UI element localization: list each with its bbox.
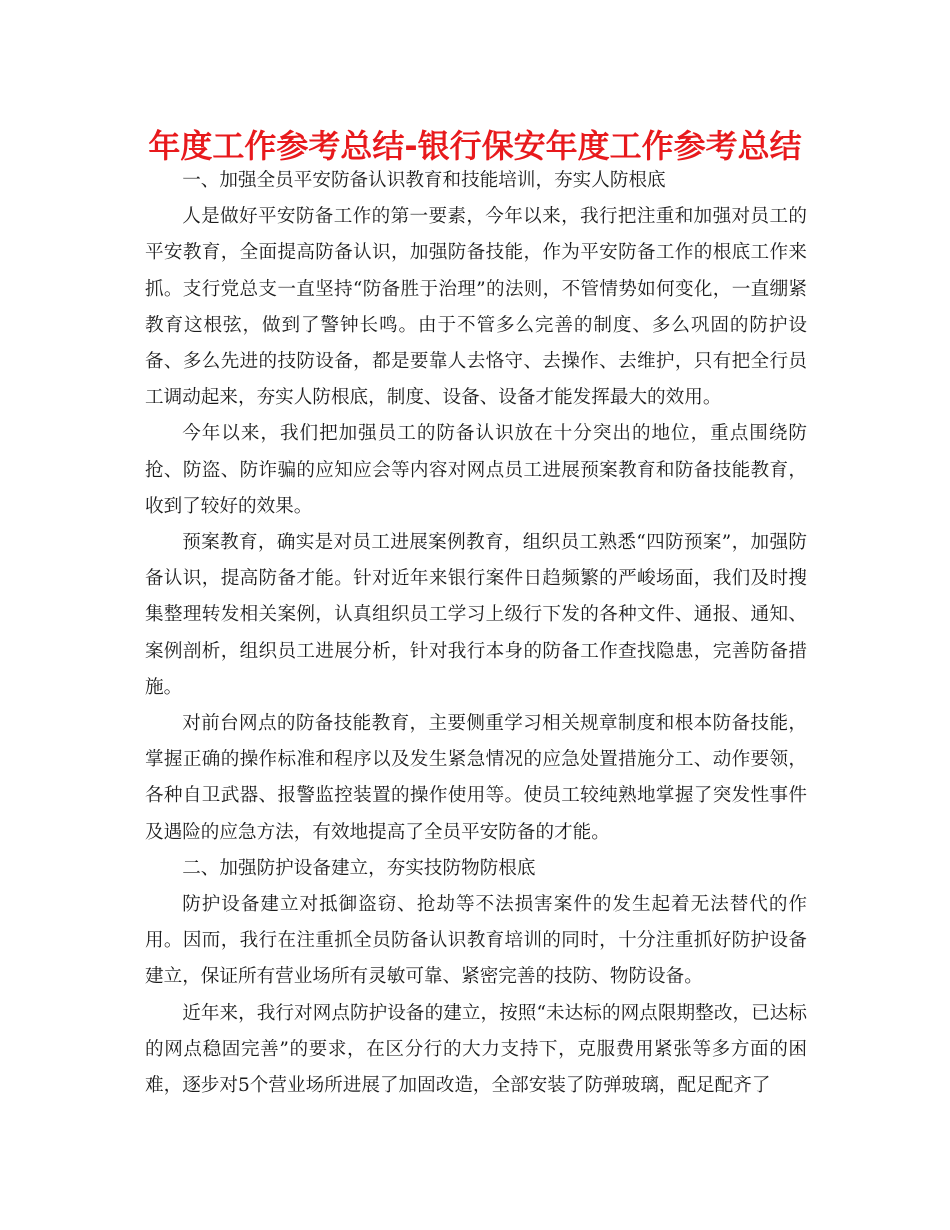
- paragraph: 预案教育，确实是对员工进展案例教育，组织员工熟悉“四防预案”，加强防备认识，提高防备才能。针对近年来银行案件日趋频繁的严峻场面，我们及时搜集整理转发相关案例，认真组织员工学习上级行下发的各种文件、通报、通知、案例剖析，组织员工进展分析，针对我行本身的防备工作查找隐患，完善防备措施。: [145, 532, 807, 698]
- paragraph: 人是做好平安防备工作的第一要素，今年以来，我行把注重和加强对员工的平安教育，全面提高防备认识，加强防备技能，作为平安防备工作的根底工作来抓。支行党总支一直坚持“防备胜于治理”的法则，不管情势如何变化，一直绷紧教育这根弦，做到了警钟长鸣。由于不管多么完善的制度、多么巩固的防护设备、多么先进的技防设备，都是要靠人去恪守、去操作、去维护，只有把全行员工调动起来，夯实人防根底，制度、设备、设备才能发挥最大的效用。: [145, 206, 807, 409]
- paragraph-heading-1: 一、加强全员平安防备认识教育和技能培训，夯实人防根底: [182, 170, 666, 191]
- paragraph: 今年以来，我们把加强员工的防备认识放在十分突出的地位，重点围绕防抢、防盗、防诈骗的应知应会等内容对网点员工进展预案教育和防备技能教育，收到了较好的效果。: [145, 423, 807, 517]
- paragraph: 对前台网点的防备技能教育，主要侧重学习相关规章制度和根本防备技能，掌握正确的操作标准和程序以及发生紧急情况的应急处置措施分工、动作要领，各种自卫武器、报警监控装置的操作使用等。使员工较纯熟地掌握了突发性事件及遇险的应急方法，有效地提高了全员平安防备的才能。: [145, 713, 807, 843]
- paragraph: 近年来，我行对网点防护设备的建立，按照“未达标的网点限期整改，已达标的网点稳固完善”的要求，在区分行的大力支持下，克服费用紧张等多方面的困难，逐步对5个营业场所进展了加固改造，全部安装了防弹玻璃，配足配齐了: [145, 1002, 807, 1097]
- paragraph: 防护设备建立对抵御盗窃、抢劫等不法损害案件的发生起着无法替代的作用。因而，我行在注重抓全员防备认识教育培训的同时，十分注重抓好防护设备建立，保证所有营业场所有灵敏可靠、紧密完善的技防、物防设备。: [145, 894, 807, 988]
- paragraph-heading-2: 二、加强防护设备建立，夯实技防物防根底: [182, 857, 536, 879]
- document-title: 年度工作参考总结-银行保安年度工作参考总结: [148, 127, 802, 165]
- document-body: [145, 163, 807, 1104]
